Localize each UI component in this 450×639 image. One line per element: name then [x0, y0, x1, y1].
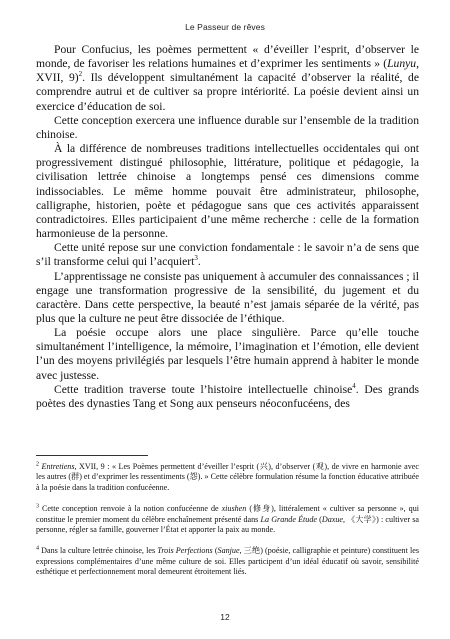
- main-text: [36, 43, 419, 411]
- footnote-ref-3[interactable]: 3: [194, 254, 198, 263]
- paragraph-5: L’apprentissage ne consiste pas uniquement à accumuler des connaissances ; il engage une transformation progressive de la sensibilité, du jugement et du caractère. Dans cette perspective, la beauté n’est jamais séparée de la vérité, pas plus que la culture ne peut être dissociée de l’éthique.: [36, 269, 419, 325]
- footnote-ref-2[interactable]: 2: [78, 70, 83, 79]
- paragraph-3: À la différence de nombreuses traditions intellectuelles occidentales qui ont progressivement distingué philosophie, littérature, politique et pédagogie, la civilisation lettrée chinoise a longtemps pensé ces dimensions comme indissociables. Le même homme pouvait être administrateur, philosophe, calligraphe, historien, poète et pédagogue sans que ces activités apparaissent contradictoires. Elles participaient d’une même recherche : celle de la formation harmonieuse de la personne.: [36, 142, 419, 241]
- page-number: 12: [220, 612, 230, 622]
- footnotes: [36, 462, 419, 589]
- source-title: Lunyu: [387, 57, 417, 71]
- footnote-4: $^4$ Dans la culture lettrée chinoise, les Trois Perfections (Sanjue, 三绝) (poésie, calligraphie et peinture) constituent les expressions complémentaires d’une même culture de soi. Elles participent d’un idéal éducatif où savoir, sensibilité esthétique et perfectionnement moral demeurent étroitement liés.: [36, 545, 420, 577]
- paragraph-1: Pour Confucius, les poèmes permettent « d’éveiller l’esprit, d’observer le monde, de favoriser les relations humaines et d’exprimer les sentiments » (Lunyu, XVII, 9)$^2$. Ils développent simultanément la capacité d’observer la réalité, de comprendre autrui et de cultiver sa propre intériorité. La poésie devient ainsi un exercice d’éducation de soi.: [36, 43, 419, 113]
- paragraph-7: Cette tradition traverse toute l’histoire intellectuelle chinoise$^4$. Des grands poètes des dynasties Tang et Song aux penseurs néoconfucéens, des: [36, 381, 420, 410]
- footnote-ref-4[interactable]: 4: [352, 381, 356, 390]
- paragraph-2: Cette conception exercera une influence durable sur l’ensemble de la tradition chinoise.: [36, 113, 419, 141]
- footnote-3: $^3$ Cette conception renvoie à la notion confucéenne de xiushen (修身), littéralement « cultiver sa personne », qui constitue le premier moment du célèbre enchaînement présenté dans La Grande Étude (Daxue, 《大学》) : cultiver sa personne, régler sa famille, gouverner l’État et apporter la paix au monde.: [36, 503, 420, 535]
- footnote-2: $^2$ Entretiens, XVII, 9 : « Les Poèmes permettent d’éveiller l’esprit (兴), d’observer (观), de vivre en harmonie avec les autres (群) et d’exprimer les ressentiments (怨). » Cette célèbre formulation résume la fonction éducative attribuée à la poésie dans la tradition confucéenne.: [36, 461, 419, 492]
- paragraph-4: Cette unité repose sur une conviction fondamentale : le savoir n’a de sens que s’il transforme celui qui l’acquiert$^3$.: [36, 241, 419, 269]
- running-header: Le Passeur de rêves: [185, 22, 265, 32]
- paragraph-6: La poésie occupe alors une place singulière. Parce qu’elle touche simultanément l’intelligence, la mémoire, l’imagination et l’émotion, elle devient l’un des moyens privilégiés par lesquels l’être humain apprend à habiter le monde avec justesse.: [36, 326, 419, 382]
- footnote-separator: [36, 455, 148, 456]
